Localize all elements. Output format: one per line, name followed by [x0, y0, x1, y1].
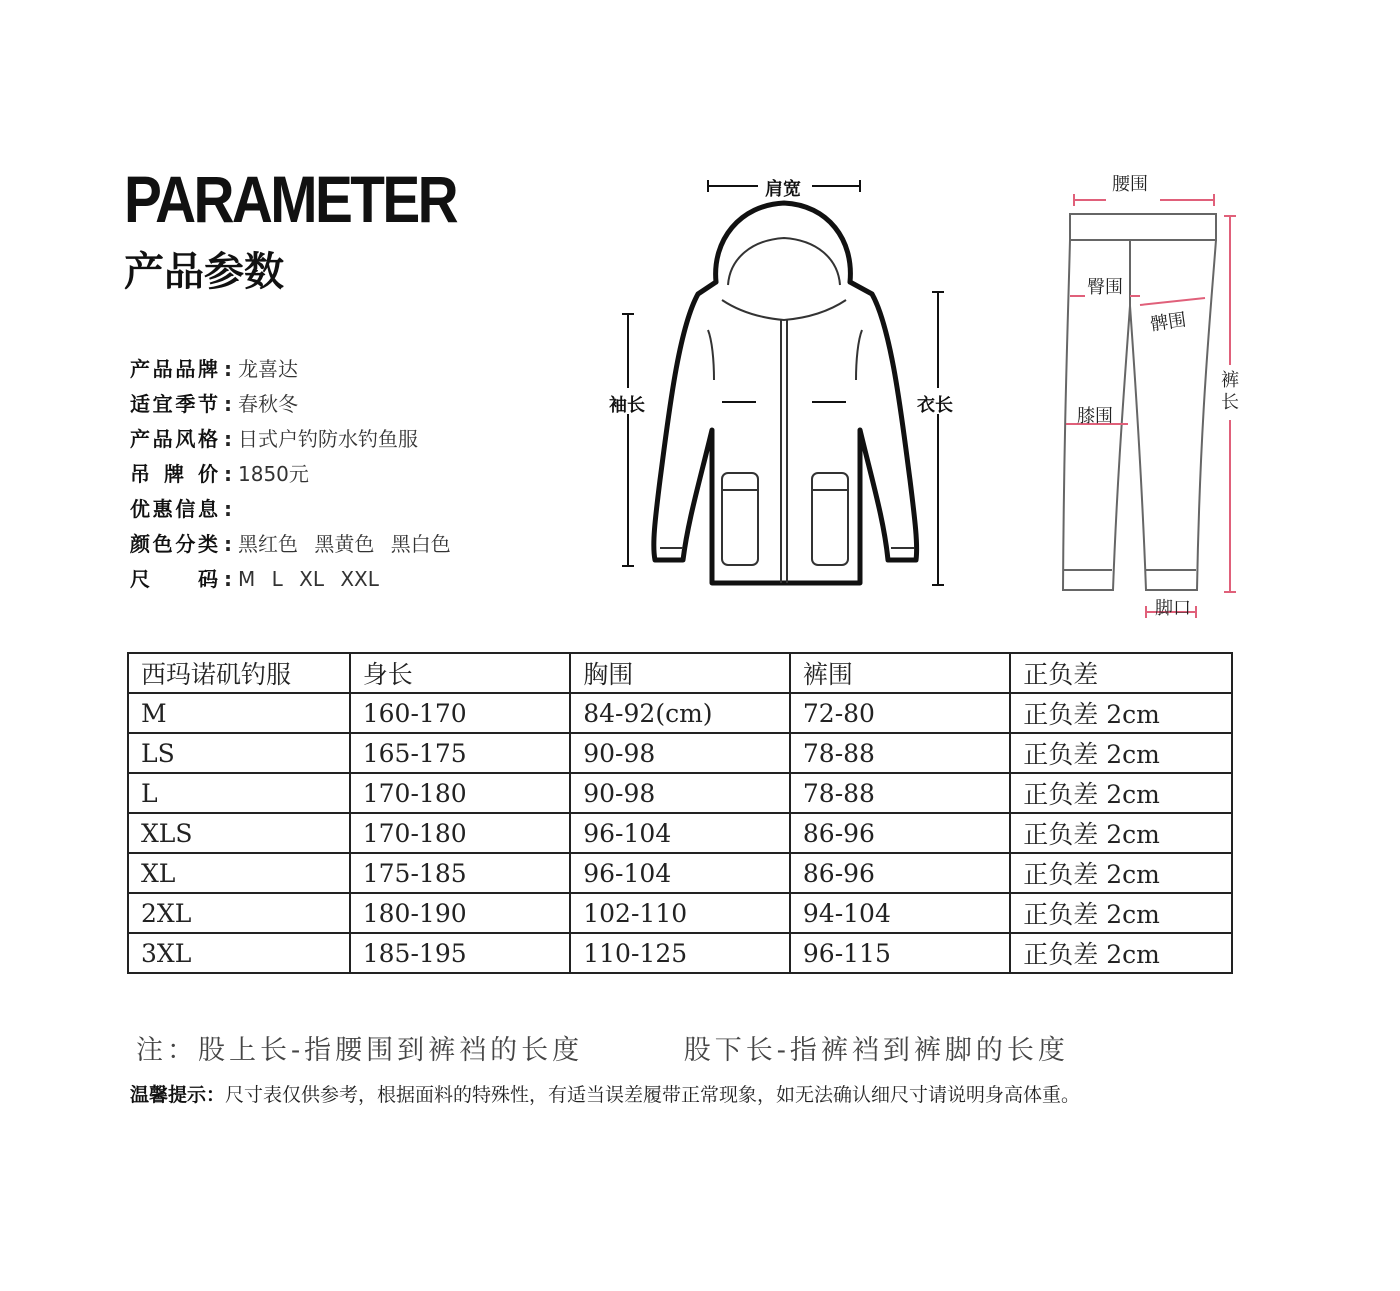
table-cell: 3XL	[128, 933, 350, 973]
size-table	[127, 652, 1233, 974]
jacket-label-length: 衣长	[917, 395, 953, 416]
pants-label-waist: 腰围	[1112, 174, 1148, 195]
info-value: M L XL XXL	[238, 567, 379, 591]
pants-diagram	[0, 0, 1400, 640]
info-value: 黑红色 黑黄色 黑白色	[238, 532, 451, 556]
info-value: 1850元	[238, 462, 309, 486]
table-cell: 94-104	[790, 893, 1010, 933]
info-label: 适宜季节	[130, 392, 218, 416]
info-row-season: 适宜季节 : 春秋冬	[130, 387, 550, 422]
table-row	[128, 773, 1232, 813]
pants-label-hem: 脚口	[1155, 598, 1191, 619]
info-row-color: 颜色分类 : 黑红色 黑黄色 黑白色	[130, 527, 550, 562]
table-row	[128, 893, 1232, 933]
table-cell: 96-115	[790, 933, 1010, 973]
info-value: 春秋冬	[238, 392, 298, 416]
table-cell: 175-185	[350, 853, 571, 893]
pants-label-hip: 臀围	[1087, 277, 1123, 298]
table-cell: 正负差 2cm	[1010, 893, 1232, 933]
table-header-row	[128, 653, 1232, 693]
table-row	[128, 693, 1232, 733]
table-cell: 180-190	[350, 893, 571, 933]
table-row	[128, 733, 1232, 773]
page-subtitle: 产品参数	[124, 249, 284, 295]
table-cell: XLS	[128, 813, 350, 853]
table-cell: 102-110	[570, 893, 790, 933]
jacket-label-shoulder: 肩宽	[765, 179, 801, 200]
table-header-cell: 胸围	[570, 653, 790, 693]
table-cell: 110-125	[570, 933, 790, 973]
table-cell: 84-92(cm)	[570, 693, 790, 733]
table-cell: 2XL	[128, 893, 350, 933]
table-cell: XL	[128, 853, 350, 893]
table-cell: 170-180	[350, 773, 571, 813]
table-cell: 185-195	[350, 933, 571, 973]
table-row	[128, 933, 1232, 973]
jacket-label-sleeve: 袖长	[609, 395, 645, 416]
table-row	[128, 853, 1232, 893]
table-header-cell: 正负差	[1010, 653, 1232, 693]
table-cell: 160-170	[350, 693, 571, 733]
table-cell: 正负差 2cm	[1010, 813, 1232, 853]
table-cell: 96-104	[570, 853, 790, 893]
table-cell: 86-96	[790, 813, 1010, 853]
note-right: 股下长-指裤裆到裤脚的长度	[683, 1035, 1069, 1066]
tip-text: 尺寸表仅供参考，根据面料的特殊性，有适当误差履带正常现象，如无法确认细尺寸请说明身高体重。	[225, 1084, 1081, 1106]
info-label: 颜色分类	[130, 532, 218, 556]
info-row-style: 产品风格 : 日式户钓防水钓鱼服	[130, 422, 550, 457]
table-cell: 90-98	[570, 733, 790, 773]
table-cell: 72-80	[790, 693, 1010, 733]
table-cell: 96-104	[570, 813, 790, 853]
info-label: 产品风格	[130, 427, 218, 451]
info-row-price: 吊牌价 : 1850元	[130, 457, 550, 492]
pants-label-thigh: 髀围	[1148, 309, 1188, 336]
table-cell: 165-175	[350, 733, 571, 773]
info-row-discount: 优惠信息 :	[130, 492, 550, 527]
info-label: 吊牌价	[130, 462, 218, 486]
info-label: 优惠信息	[130, 497, 218, 521]
table-header-cell: 西玛诺矶钓服	[128, 653, 350, 693]
info-label: 尺码	[130, 567, 218, 591]
note-left: 注：股上长-指腰围到裤裆的长度	[136, 1035, 584, 1066]
table-cell: L	[128, 773, 350, 813]
info-value: 日式户钓防水钓鱼服	[238, 427, 418, 451]
table-cell: 90-98	[570, 773, 790, 813]
info-row-size: 尺码 : M L XL XXL	[130, 562, 550, 597]
table-cell: 正负差 2cm	[1010, 773, 1232, 813]
info-value: 龙喜达	[238, 357, 298, 381]
pants-label-length: 裤长	[1221, 370, 1239, 413]
table-cell: 86-96	[790, 853, 1010, 893]
table-cell: M	[128, 693, 350, 733]
info-label: 产品品牌	[130, 357, 218, 381]
table-cell: 正负差 2cm	[1010, 693, 1232, 733]
table-cell: LS	[128, 733, 350, 773]
table-cell: 170-180	[350, 813, 571, 853]
pants-label-knee: 膝围	[1077, 406, 1113, 427]
table-header-cell: 裤围	[790, 653, 1010, 693]
table-cell: 正负差 2cm	[1010, 933, 1232, 973]
info-row-brand: 产品品牌 : 龙喜达	[130, 352, 550, 387]
warm-tip	[130, 1080, 1080, 1107]
table-cell: 正负差 2cm	[1010, 733, 1232, 773]
page-title: PARAMETER	[124, 162, 457, 236]
table-cell: 78-88	[790, 773, 1010, 813]
table-header-cell: 身长	[350, 653, 571, 693]
table-row	[128, 813, 1232, 853]
table-cell: 78-88	[790, 733, 1010, 773]
table-cell: 正负差 2cm	[1010, 853, 1232, 893]
tip-label: 温馨提示：	[130, 1084, 226, 1106]
measurement-note	[136, 1028, 1069, 1067]
